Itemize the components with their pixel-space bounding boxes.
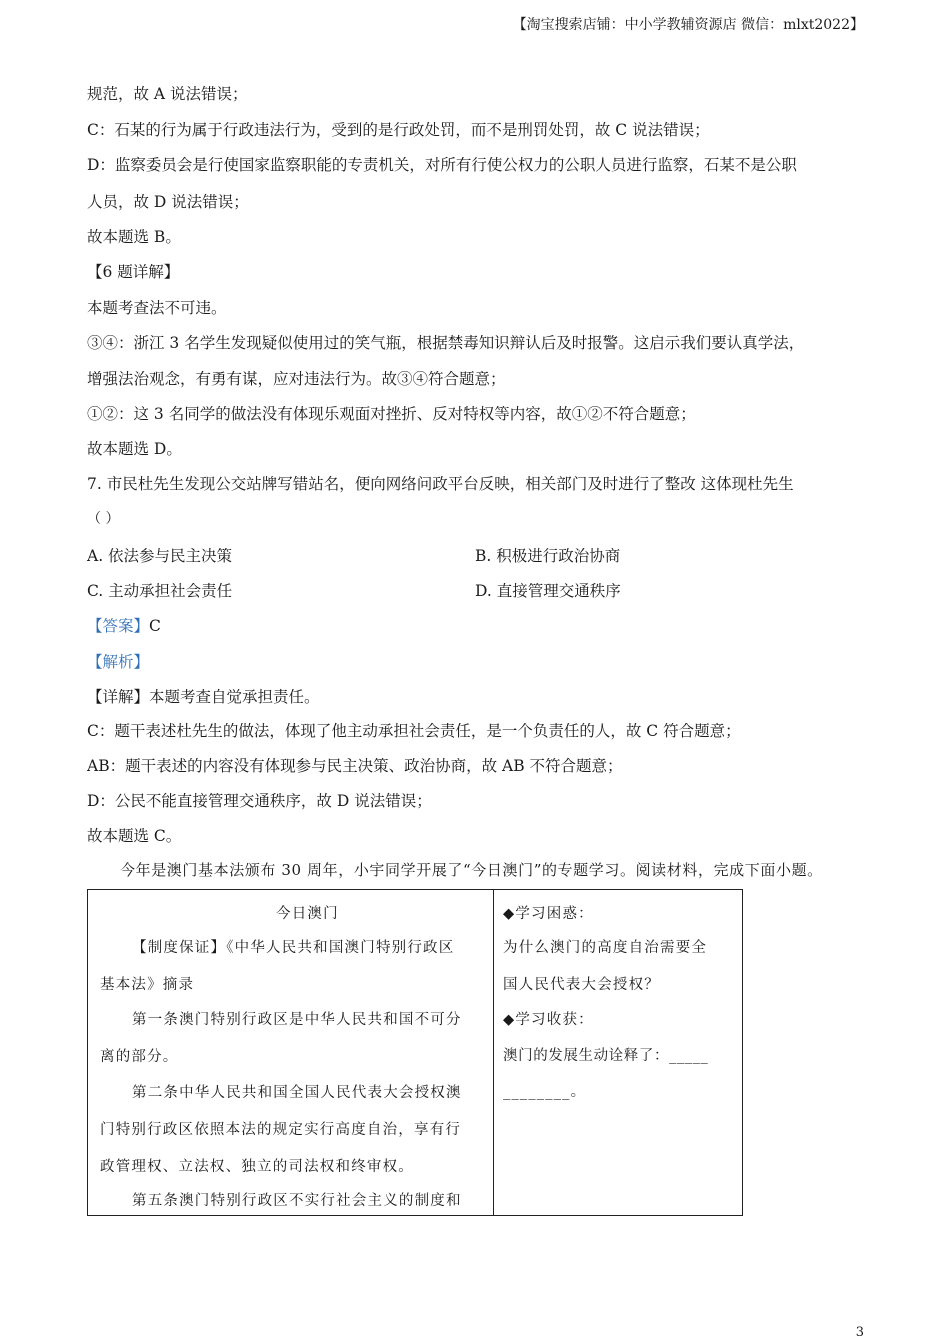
text-line: C：石某的行为属于行政违法行为，受到的是行政处罚，而不是刑罚处罚，故 C 说法错误；: [87, 121, 710, 139]
option-a: A. 依法参与民主决策: [87, 547, 233, 565]
table-text: 【制度保证】《中华人民共和国澳门特别行政区: [132, 940, 455, 956]
analysis-line: AB：题干表述的内容没有体现参与民主决策、政治协商，故 AB 不符合题意；: [87, 757, 623, 775]
table-text: 门特别行政区依照本法的规定实行高度自治，享有行: [100, 1122, 462, 1138]
option-b: B. 积极进行政治协商: [475, 547, 621, 565]
text-line: 规范，故 A 说法错误；: [87, 85, 248, 103]
table-text: ________。: [503, 1084, 587, 1100]
question-stem: 7. 市民杜先生发现公交站牌写错站名，便向网络问政平台反映，相关部门及时进行了整改 这体现杜先生: [87, 475, 794, 493]
text-line: 故本题选 B。: [87, 228, 181, 246]
analysis-label: 【解析】: [87, 653, 150, 671]
material-right-cell: [494, 890, 743, 1216]
material-table: [87, 889, 743, 1216]
answer-line: [87, 614, 161, 636]
table-text: 第五条澳门特别行政区不实行社会主义的制度和: [132, 1193, 462, 1209]
text-line: 增强法治观念，有勇有谋，应对违法行为。故③④符合题意；: [87, 370, 506, 388]
question-blank: （ ）: [87, 511, 120, 527]
analysis-line: D：公民不能直接管理交通秩序，故 D 说法错误；: [87, 792, 432, 810]
analysis-line: 故本题选 C。: [87, 827, 182, 845]
table-text: 第二条中华人民共和国全国人民代表大会授权澳: [132, 1085, 462, 1101]
text-line: ①②：这 3 名同学的做法没有体现乐观面对挫折、反对特权等内容，故①②不符合题意；: [87, 405, 696, 423]
table-text: ◆学习困惑：: [503, 906, 594, 922]
text-line: ③④：浙江 3 名学生发现疑似使用过的笑气瓶，根据禁毒知识辩认后及时报警。这启示我们要认真学法，: [87, 334, 805, 352]
table-text: 离的部分。: [100, 1049, 179, 1065]
material-intro: 今年是澳门基本法颁布 30 周年，小宇同学开展了“今日澳门”的专题学习。阅读材料，完成下面小题。: [120, 861, 823, 879]
text-line: 故本题选 D。: [87, 440, 182, 458]
analysis-line: 【详解】本题考查自觉承担责任。: [87, 688, 320, 706]
table-text: 澳门的发展生动诠释了：_____: [503, 1048, 709, 1064]
table-text: 第一条澳门特别行政区是中华人民共和国不可分: [132, 1012, 462, 1028]
page-header: 【淘宝搜索店铺：中小学教辅资源店 微信：mlxt2022】: [512, 17, 864, 33]
table-text: ◆学习收获：: [503, 1012, 594, 1028]
page-number: 3: [855, 1325, 864, 1340]
answer-value: C: [149, 617, 161, 635]
text-line: D：监察委员会是行使国家监察职能的专责机关，对所有行使公权力的公职人员进行监察，石某不是公职: [87, 156, 797, 174]
answer-label: 【答案】: [87, 617, 150, 635]
table-text: 国人民代表大会授权？: [503, 977, 660, 993]
text-line: 人员，故 D 说法错误；: [87, 193, 249, 211]
table-text: 为什么澳门的高度自治需要全: [503, 940, 708, 956]
table-text: 政管理权、立法权、独立的司法权和终审权。: [100, 1159, 414, 1175]
table-text: 基本法》摘录: [100, 977, 195, 993]
text-line: 本题考查法不可违。: [87, 299, 227, 317]
analysis-line: C：题干表述杜先生的做法，体现了他主动承担社会责任，是一个负责任的人，故 C 符合题意；: [87, 722, 741, 740]
option-c: C. 主动承担社会责任: [87, 582, 233, 600]
table-title: 今日澳门: [276, 906, 339, 922]
section-heading: 【6 题详解】: [87, 263, 180, 281]
material-left-cell: [88, 890, 494, 1216]
option-d: D. 直接管理交通秩序: [475, 582, 621, 600]
